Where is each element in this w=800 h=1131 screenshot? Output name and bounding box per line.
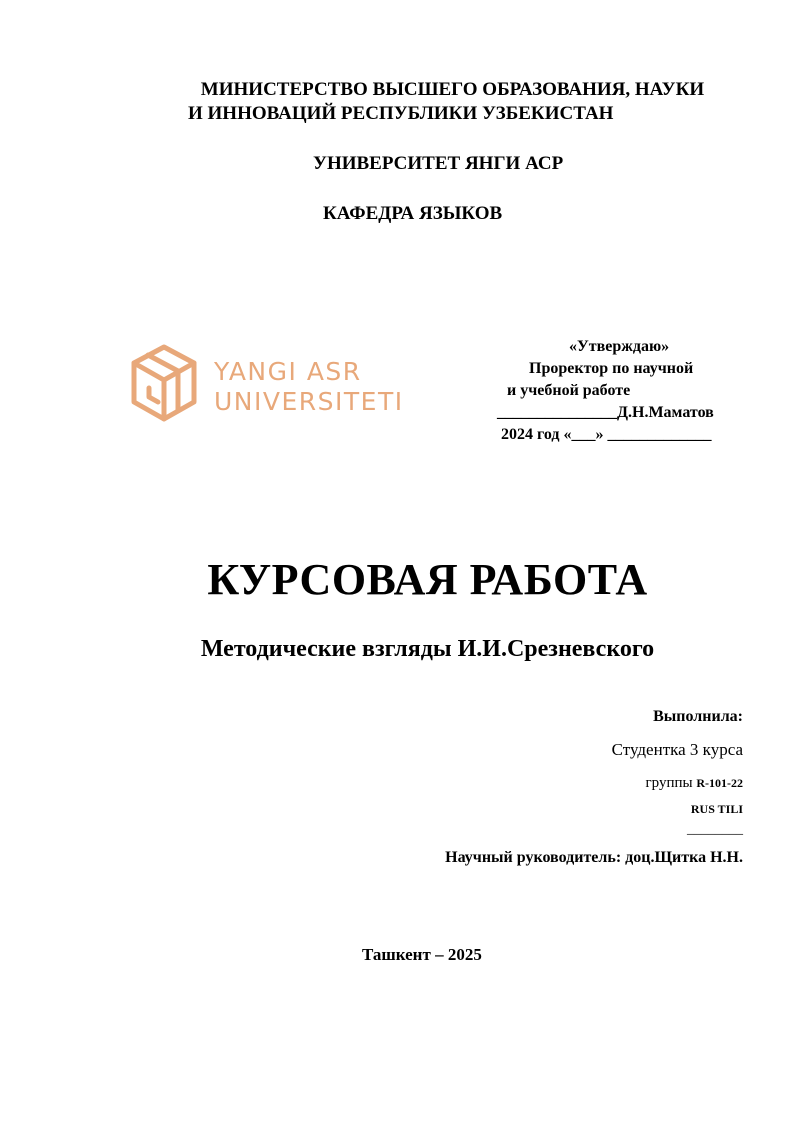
group-code: R-101-22: [696, 776, 743, 790]
logo-wordmark: [213, 357, 404, 416]
approval-block: [495, 336, 757, 446]
department-name: КАФЕДРА ЯЗЫКОВ: [323, 203, 503, 224]
approval-line-3: и учебной работе: [507, 382, 631, 399]
approval-date-line: 2024 год «___» _____________: [501, 426, 712, 443]
university-name: УНИВЕРСИТЕТ ЯНГИ АСР: [313, 153, 564, 174]
isometric-cube-logo-icon: [134, 347, 194, 419]
group-info: [645, 775, 743, 792]
group-prefix: группы: [645, 775, 693, 791]
approval-line-2: Проректор по научной: [529, 360, 694, 377]
advisor-info: Научный руководитель: доц.Щитка Н.Н.: [445, 849, 743, 866]
done-by-label: Выполнила:: [653, 708, 743, 725]
ministry-line-1: МИНИСТЕРСТВО ВЫСШЕГО ОБРАЗОВАНИЯ, НАУКИ: [200, 79, 705, 100]
language-label: RUS TILI: [690, 802, 743, 816]
approval-line-1: «Утверждаю»: [569, 338, 670, 355]
student-info: Студентка 3 курса: [611, 740, 743, 759]
ministry-line-2: И ИННОВАЦИЙ РЕСПУБЛИКИ УЗБЕКИСТАН: [188, 103, 614, 124]
approval-signature-line: _______________Д.Н.Маматов: [497, 404, 714, 421]
university-logo: [128, 342, 408, 426]
document-subtitle: Методические взгляды И.И.Срезневского: [200, 636, 655, 662]
logo-text-line-2: UNIVERSITETI: [214, 387, 404, 416]
signature-line: ________: [687, 822, 743, 837]
city-year: Ташкент – 2025: [362, 945, 482, 964]
document-title: КУРСОВАЯ РАБОТА: [207, 555, 648, 604]
ministry-heading: [150, 78, 755, 126]
logo-text-line-1: YANGI ASR: [214, 357, 362, 386]
